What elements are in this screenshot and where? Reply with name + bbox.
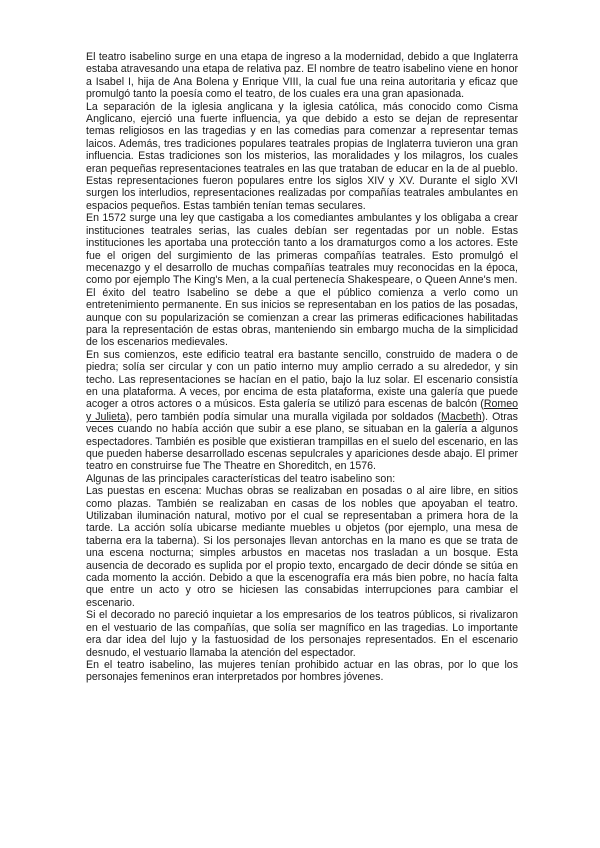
paragraph-mujeres: En el teatro isabelino, las mujeres tenían prohibido actuar en las obras, por lo que los personajes femeninos eran interpretados por hombres jóvenes.	[86, 658, 518, 684]
paragraph-vestuario: Si el decorado no pareció inquietar a los empresarios de los teatros públicos, si rivalizaron en el vestuario de las compañías, que solía ser magnífico en las tragedias. Lo importante era dar idea del lujo y la fastuosidad de los personajes representados. En el escenario desnudo, el vestuario llamaba la atención del espectador.	[86, 609, 518, 659]
paragraph-edificio-text-a: En sus comienzos, este edificio teatral era bastante sencillo, construido de madera o de piedra; solía ser circular y con un patio interno muy amplio cerrado a su alrededor, y sin techo. Las representaciones se hacían en el patio, bajo la luz solar. El escenario consistía en una plataforma. A veces, por encima de esta plataforma, existe una galería que puede acoger a otros actores o a músicos. Esta galería se utilizó para escenas de balcón (	[86, 348, 518, 411]
paragraph-edificio-text-c: ). Otras veces cuando no había acción que subir a ese plano, se situaban en la galería a algunos espectadores. También es posible que existieran trampillas en el suelo del escenario, en las que pueden haberse desarrollado escenas sepulcrales y apariciones desde abajo. El primer teatro en construirse fue The Theatre en Shoreditch, en 1576.	[86, 410, 518, 473]
paragraph-edificio-text-b: ), pero también podía simular una muralla vigilada por soldados (	[125, 410, 442, 423]
paragraph-cisma-anglicano: La separación de la iglesia anglicana y la iglesia católica, más conocido como Cisma Anglicano, ejerció una fuerte influencia, ya que debido a esto se dejan de representar temas religiosos en las tragedias y en las comedias para comenzar a representar temas laicos. Además, tres tradiciones populares teatrales propias de Inglaterra tuvieron una gran influencia. Estas tradiciones son los misterios, las moralidades y los milagros, los cuales eran pequeñas representaciones teatrales en las que trataban de educar en la de al pueblo. Estas representaciones fueron populares entre los siglos XIV y XV. Durante el siglo XVI surgen los interludios, representaciones realizadas por compañías teatrales ambulantes en espacios pequeños. Estas también tenían temas seculares.	[86, 100, 518, 212]
paragraph-companias: En 1572 surge una ley que castigaba a los comediantes ambulantes y los obligaba a crear instituciones teatrales serias, las cuales debían ser regentadas por un noble. Estas instituciones les aportaba una protección tanto a los dramaturgos como a los actores. Este fue el origen del surgimiento de las primeras compañías teatrales. Esto promulgó el mecenazgo y el desarrollo de muchas compañías teatrales muy reconocidas en la época, como por ejemplo The King's Men, a la cual pertenecía Shakespeare, o Queen Anne's men.	[86, 212, 518, 287]
paragraph-origin: El teatro isabelino surge en una etapa de ingreso a la modernidad, debido a que Inglaterra estaba atravesando una etapa de relativa paz. El nombre de teatro isabelino viene en honor a Isabel I, hija de Ana Bolena y Enrique VIII, la cual fue una reina autoritaria y eficaz que promulgó tanto la poesía como el teatro, de los cuales era una gran apasionada.	[86, 51, 518, 101]
paragraph-edificio	[86, 349, 518, 473]
paragraph-caracteristicas-intro: Algunas de las principales características del teatro isabelino son:	[86, 472, 396, 485]
romeo-y-julieta-link[interactable]: Romeo y Julieta	[86, 398, 518, 423]
paragraph-puestas-en-escena: Las puestas en escena: Muchas obras se realizaban en posadas o al aire libre, en sitios como plazas. También se realizaban en casas de los nobles que apoyaban el teatro. Utilizaban iluminación natural, motivo por el cual se representaban a primera hora de la tarde. La acción solía ubicarse mediante muebles u objetos (por ejemplo, una mesa de taberna era la taberna). Si los personajes llevan antorchas en la mano es que se trata de una escena nocturna; simples arbustos en macetas nos trasladan a un bosque. Esta ausencia de decorado es suplida por el propio texto, encargado de decir dónde se sitúa en cada momento la acción. Debido a que la escenografía era más bien pobre, no hacía falta que entre un acto y otro se hiciesen las consabidas interrupciones para cambiar el escenario.	[86, 485, 518, 609]
macbeth-link[interactable]: Macbeth	[441, 410, 482, 423]
document-body	[86, 51, 518, 684]
paragraph-exito: El éxito del teatro Isabelino se debe a que el público comienza a verlo como un entretenimiento permanente. En sus inicios se representaban en los patios de las posadas, aunque con su popularización se comienzan a crear las primeras edificaciones habilitadas para la representación de estas obras, manteniendo sin embargo mucha de la simplicidad de los escenarios medievales.	[86, 286, 518, 349]
